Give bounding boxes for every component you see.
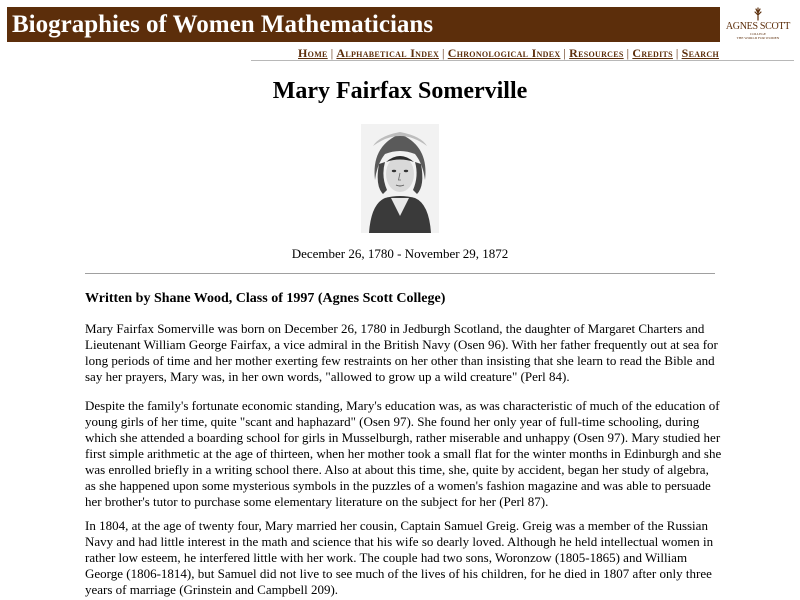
nav-credits-link[interactable]: Credits xyxy=(632,46,673,60)
nav-separator: | xyxy=(675,46,679,60)
nav-search-link[interactable]: Search xyxy=(681,46,719,60)
nav-resources-link[interactable]: Resources xyxy=(569,46,624,60)
portrait-image xyxy=(361,124,439,233)
logo-subtitle: COLLEGE xyxy=(750,32,766,36)
biography-paragraph: In 1804, at the age of twenty four, Mary married her cousin, Captain Samuel Greig. Greig was a member of the Russian Navy and had little interest in the math and science that his wife so dearly loved. Although he held intellectual women in rather low esteem, he interfered little with her work. The couple had two sons, Woronzow (1805-1865) and William George (1806-1814), but Samuel did not live to see much of the lives of his children, for he died in 1807 after only three years of marriage (Grinstein and Campbell 209). xyxy=(85,518,714,597)
life-dates: December 26, 1780 - November 29, 1872 xyxy=(291,246,509,261)
nav-separator: | xyxy=(442,46,445,60)
tree-icon xyxy=(751,7,765,21)
nav-separator: | xyxy=(626,46,630,60)
logo-tagline: THE WORLD FOR WOMEN xyxy=(736,36,780,40)
nav-separator: | xyxy=(563,46,567,60)
page-title: Mary Fairfax Somerville xyxy=(272,78,528,104)
author-byline: Written by Shane Wood, Class of 1997 (Agnes Scott College) xyxy=(85,291,446,306)
nav-separator: | xyxy=(330,46,334,60)
nav-alphabetical-index-link[interactable]: Alphabetical Index xyxy=(336,46,440,60)
biography-paragraph: Despite the family's fortunate economic standing, Mary's education was, as was characteristic of much of the education of young girls of her time, quite "scant and haphazard" (Osen 97). She found her only year of full-time schooling, during which she attended a boarding school for girls in Musselburgh, rather miserable and unhappy (Osen 97). Mary studied her first simple arithmetic at the age of thirteen, when her mother took a small flat for the winter months in Edinburgh and she was enrolled briefly in a writing school there. Also at about this time, she, quite by accident, began her study of algebra, as she happened upon some mysterious symbols in the puzzles of a women's fashion magazine and was able to persuade her brother's tutor to purchase some elementary literature on the subject for her (Perl 87). xyxy=(85,398,722,509)
college-logo[interactable] xyxy=(722,7,794,47)
site-banner xyxy=(7,7,720,42)
nav-home-link[interactable]: Home xyxy=(298,46,328,60)
nav-divider xyxy=(251,60,794,61)
nav-chronological-index-link[interactable]: Chronological Index xyxy=(447,46,561,60)
biography-paragraph: Mary Fairfax Somerville was born on December 26, 1780 in Jedburgh Scotland, the daughter of Margaret Charters and Lieutenant William George Fairfax, a vice admiral in the British Navy (Osen 96). With her father frequently out at sea for long periods of time and her mother exerting few restraints on her other than insisting that she learn to read the Bible and say her prayers, Mary was, in her own words, "allowed to grow up a wild creature" (Perl 84). xyxy=(85,321,718,384)
section-divider xyxy=(85,273,715,274)
logo-name: AGNES SCOTT xyxy=(725,21,791,32)
top-navigation xyxy=(298,46,719,61)
site-title: Biographies of Women Mathematicians xyxy=(12,11,434,38)
